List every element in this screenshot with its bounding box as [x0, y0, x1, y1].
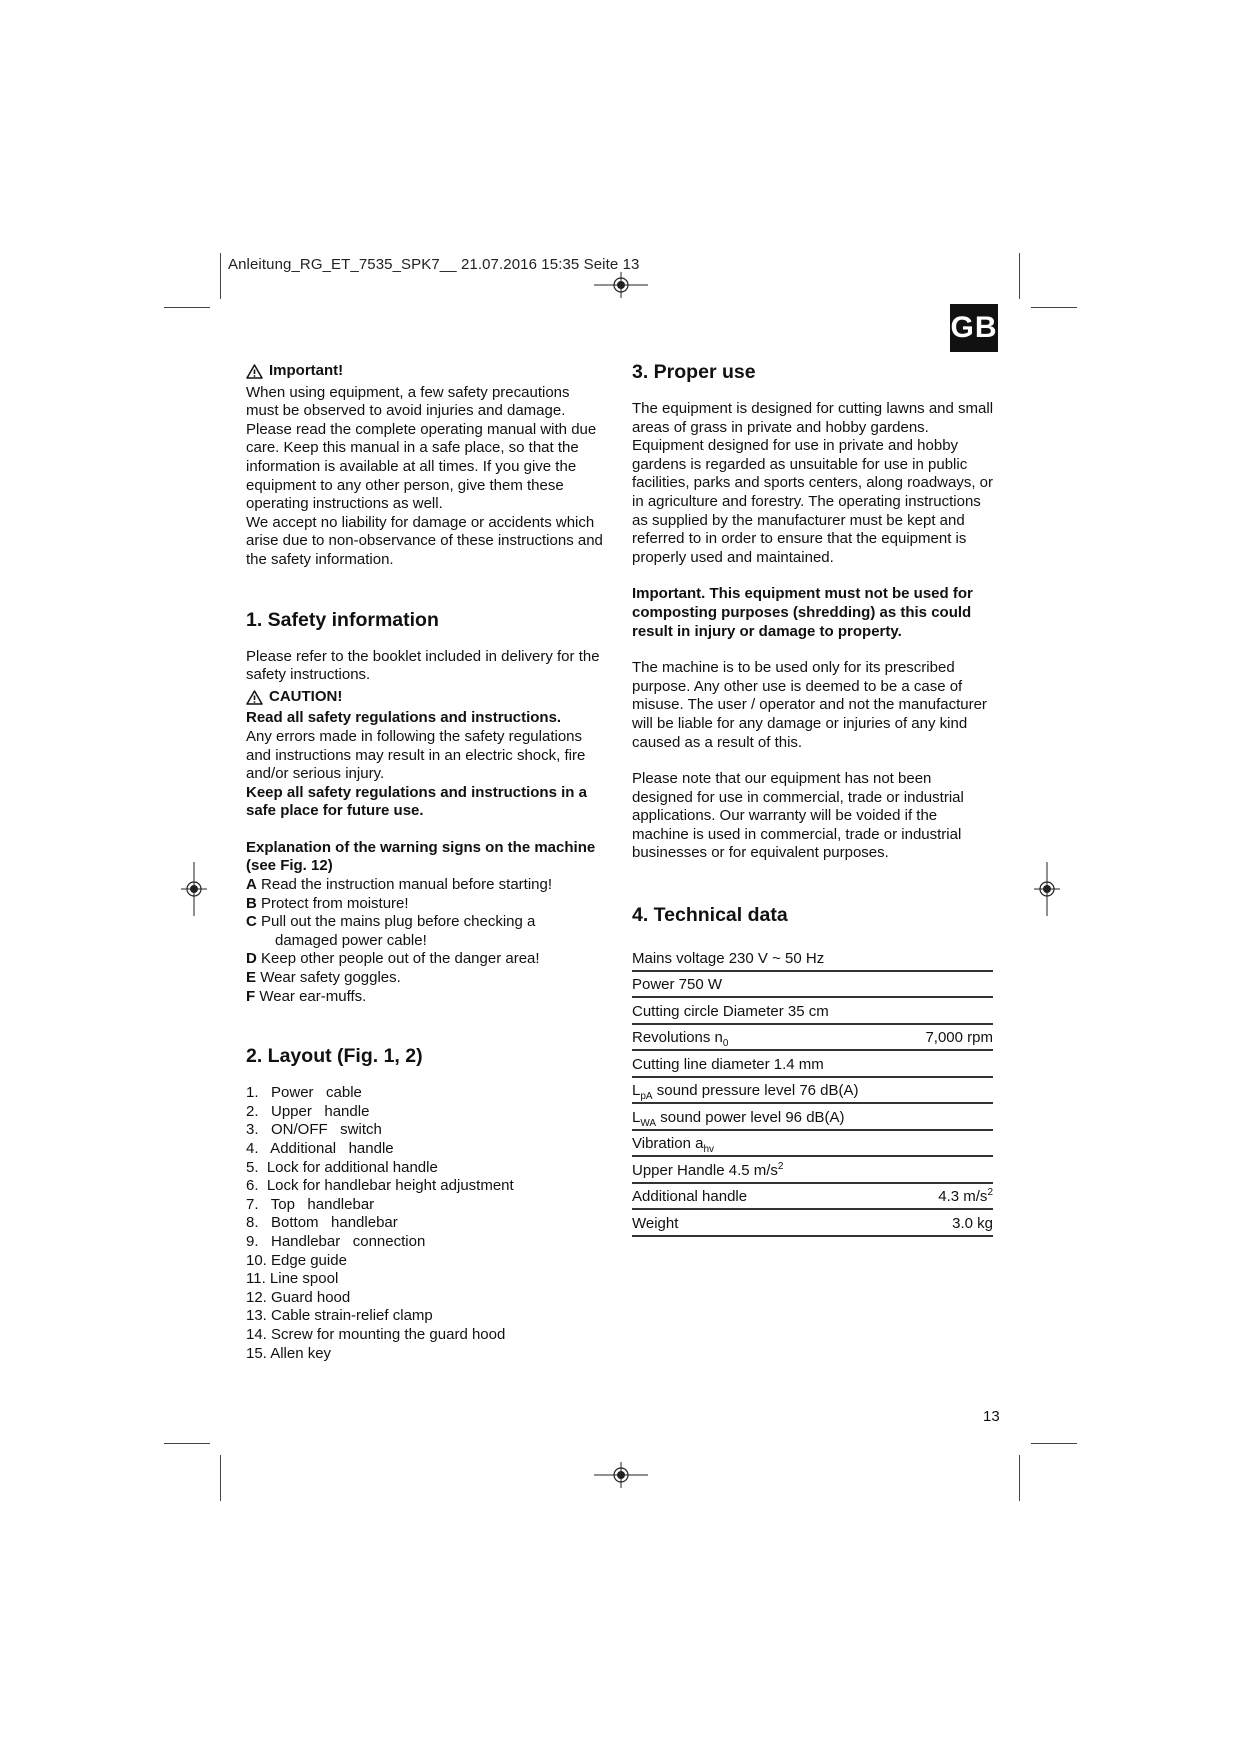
list-item: 12. Guard hood [246, 1288, 351, 1306]
list-item: 15. Allen key [246, 1344, 332, 1362]
safety-bold-1: Read all safety regulations and instructions. [246, 709, 562, 727]
table-row: Additional handle 4.3 $m/s^2$ [632, 1183, 993, 1210]
table-row: Cutting line diameter 1.4 mm [632, 1050, 993, 1077]
section-heading-proper-use: 3. Proper use [632, 361, 756, 383]
crop-mark [1031, 307, 1077, 308]
crop-mark [220, 253, 221, 299]
technical-data-table [632, 945, 993, 1237]
list-item: 13. Cable strain-relief clamp [246, 1307, 433, 1325]
registration-mark-icon [1034, 862, 1060, 916]
right-column [632, 360, 994, 1237]
crop-mark [1019, 253, 1020, 299]
list-item: B Protect from moisture! [246, 894, 409, 912]
warning-triangle-icon [246, 690, 263, 705]
important-paragraph: When using equipment, a few safety precautions must be observed to avoid injuries and damage. Please read the complete operating manual with due care. Keep this manual in a safe place, so that the information is available at all times. If you give the equipment to any other person, give them these operating instructions as well. [246, 383, 597, 513]
list-item: 10. Edge guide [246, 1251, 347, 1269]
crop-mark [1019, 1455, 1020, 1501]
proper-use-paragraph-2: The machine is to be used only for its prescribed purpose. Any other use is deemed to be a case of misuse. The user / operator and not the manufacturer will be liable for any damage or injuries of any kind caused as a result of this. [632, 659, 987, 751]
warning-signs-heading: Explanation of the warning signs on the machine (see Fig. 12) [246, 838, 596, 875]
list-item: D Keep other people out of the danger area! [246, 950, 540, 968]
table-row: Power 750 W [632, 971, 993, 998]
safety-paragraph-2: Any errors made in following the safety regulations and instructions may result in an electric shock, fire and/or serious injury. [246, 727, 586, 783]
list-item: C Pull out the mains plug before checking a damaged power cable! [246, 913, 536, 949]
table-row: $L_{pA}$ sound pressure level 76 dB(A) [632, 1077, 993, 1104]
list-item: 1. Power cable [246, 1084, 362, 1102]
crop-mark [220, 1455, 221, 1501]
proper-use-warning: Important. This equipment must not be used for composting purposes (shredding) as this could result in injury or damage to property. [632, 585, 973, 640]
section-heading-safety: 1. Safety information [246, 608, 439, 631]
list-item: 7. Top handlebar [246, 1195, 375, 1213]
list-item: 9. Handlebar connection [246, 1232, 426, 1250]
caution-label: CAUTION! [246, 688, 606, 707]
crop-mark [164, 1443, 210, 1444]
crop-mark [1031, 1443, 1077, 1444]
layout-list [246, 1084, 606, 1363]
section-heading-technical: 4. Technical data [632, 904, 788, 927]
table-row: Weight 3.0 kg [632, 1209, 993, 1236]
page-number: 13 [983, 1408, 1000, 1425]
table-row: $L_{WA}$ sound power level 96 dB(A) [632, 1103, 993, 1130]
warning-triangle-icon [246, 364, 263, 379]
table-row: Cutting circle Diameter 35 cm [632, 997, 993, 1024]
important-label: Important! [246, 362, 606, 381]
proper-use-paragraph: The equipment is designed for cutting lawns and small areas of grass in private and hobby gardens. Equipment designed for use in private and hobby gardens is regarded as unsuitable for use in public facilities, parks and sports centers, along roadways, or in agriculture and forestry. The operating instructions as supplied by the manufacturer must be kept and referred to in order to ensure that the equipment is properly used and maintained. [632, 400, 994, 566]
print-header: Anleitung_RG_ET_7535_SPK7__ 21.07.2016 15:35 Seite 13 [228, 256, 640, 273]
list-item: 8. Bottom handlebar [246, 1214, 398, 1232]
language-badge: GB [950, 304, 998, 352]
list-item: 14. Screw for mounting the guard hood [246, 1325, 506, 1343]
safety-paragraph: Please refer to the booklet included in delivery for the safety instructions. [246, 647, 600, 684]
list-item: F Wear ear-muffs. [246, 987, 367, 1005]
list-item: 6. Lock for handlebar height adjustment [246, 1177, 514, 1195]
warning-signs-list [246, 876, 606, 1006]
registration-mark-icon [594, 1462, 648, 1488]
section-heading-layout: 2. Layout (Fig. 1, 2) [246, 1045, 423, 1068]
table-row: Upper Handle 4.5 $m/s^2$ [632, 1156, 993, 1183]
proper-use-paragraph-3: Please note that our equipment has not been designed for use in commercial, trade or industrial applications. Our warranty will be voided if the machine is used in commercial, trade or industrial businesses or for equivalent purposes. [632, 770, 964, 862]
list-item: 2. Upper handle [246, 1102, 370, 1120]
safety-bold-2: Keep all safety regulations and instructions in a safe place for future use. [246, 783, 587, 820]
liability-paragraph: We accept no liability for damage or accidents which arise due to non-observance of these instructions and the safety information. [246, 513, 603, 568]
crop-mark [164, 307, 210, 308]
table-row: Revolutions $n_0$ 7,000 rpm [632, 1024, 993, 1051]
list-item: 4. Additional handle [246, 1140, 394, 1157]
list-item: 3. ON/OFF switch [246, 1121, 382, 1139]
list-item: 5. Lock for additional handle [246, 1158, 438, 1176]
table-row: Mains voltage 230 V ~ 50 Hz [632, 945, 993, 971]
list-item: E Wear safety goggles. [246, 969, 401, 987]
list-item: 11. Line spool [246, 1270, 339, 1288]
left-column [246, 362, 606, 1363]
registration-mark-icon [181, 862, 207, 916]
table-row: Vibration $a_{hv}$ [632, 1130, 993, 1157]
registration-mark-icon [594, 272, 648, 298]
list-item: A Read the instruction manual before starting! [246, 876, 553, 894]
